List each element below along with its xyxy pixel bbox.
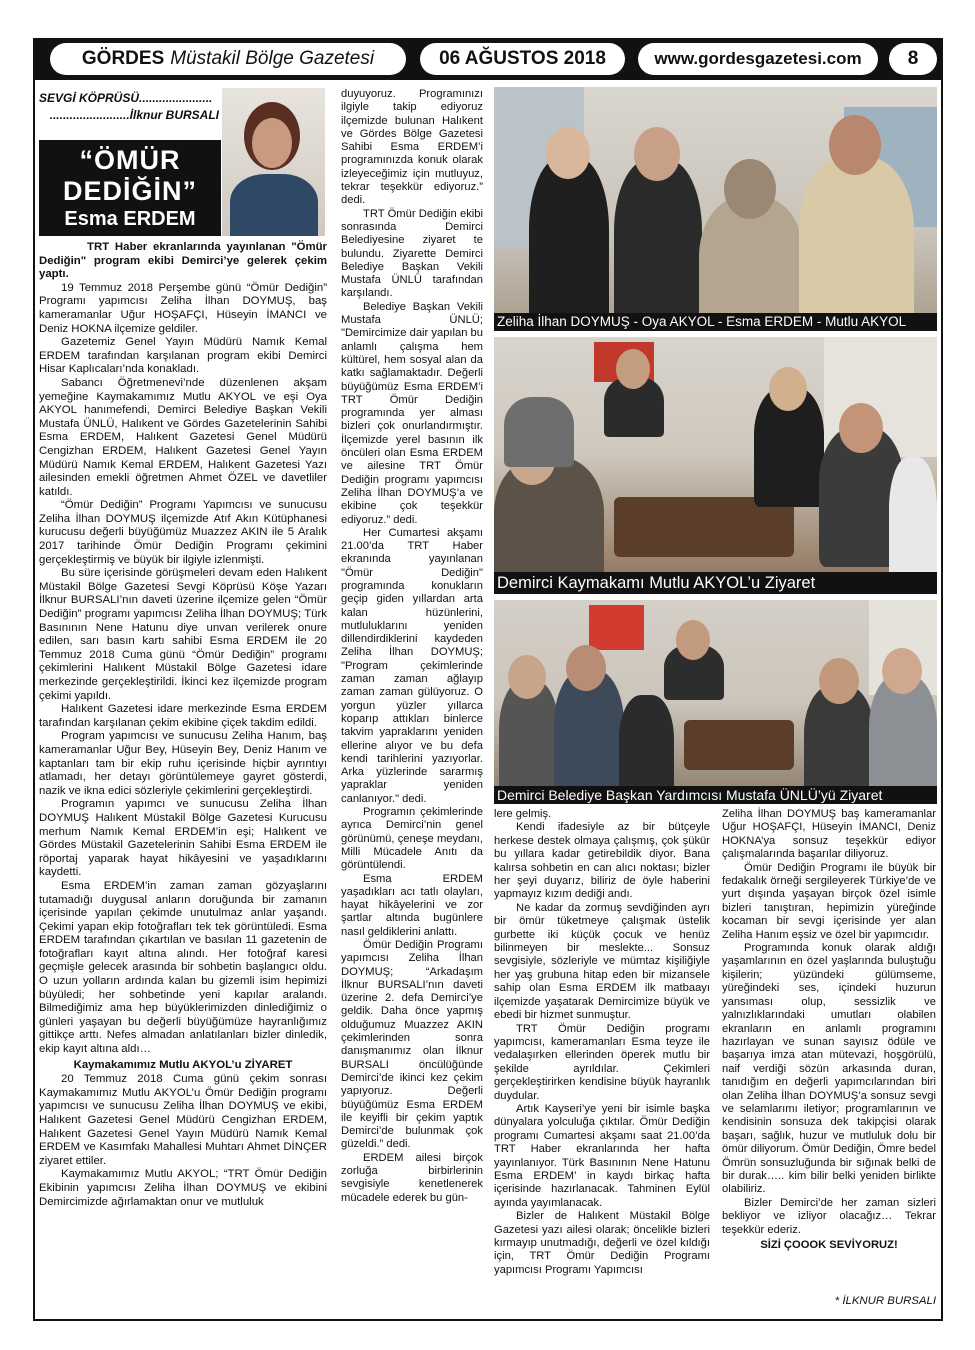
paragraph: Kendi ifadesiyle az bir bütçeyle herkese destek olmaya çalışmış, çok şükür bu yıllara kadar getirebildik diyor. Bana kalırsa sohbetin en can alıcı noktası; bizler her şeyi duyarız, biliriz de öyle haberini yapmayız kızım dediği andı. — [494, 821, 710, 901]
paragraph: Esma ERDEM’in zaman zaman gözyaşlarını tutamadığı duygusal anların doruğunda bir zamanın içerisinde yapılan çekimde unutulmaz anlar yaşandı. Çekimi yapan ekip fotoğrafları tek tek görüntüledi. Esma ERDEM tarafından çıkartılan ve basılan 11 gazetenin de fotoğrafları kayıt altına alındı. Her fotoğraf karesi geçmişle gelecek arasında bir sohbetin başlangıcı oldu. O uzun yolların ardında kalan bu gizemli isim hepimizi büyüledi; her sohbetinde yeni kapılar aralandı. Bilmediğimiz ama hep büyüklerimizden dinlediğimiz o günleri yaşayan bu değerli büyüğümüze hayranlığımız gittikçe arttı. Nefes almadan anlatılanları bizler dinledik, ekip kayıt altına aldı… — [39, 879, 327, 1056]
paragraph: ERDEM ailesi birçok zorluğa birbirlerinin sevgisiyle kenetlenerek mücadele ederek bu gün- — [341, 1151, 483, 1204]
website-link[interactable] — [638, 43, 878, 75]
author-portrait — [222, 88, 325, 236]
paper-name: GÖRDES — [81, 48, 165, 69]
paragraph: Artık Kayseri’ye yeni bir isimle başka dünyalara yolculuğa çıktılar. Ömür Dediğin programı Cumartesi akşamı saat 21.00’da TRT Haber ekranlarında her hafta yayınlanıyor. Türk Basınının Nene Hatunu Esma ERDEM’ in kaydı birkaç hafta içerisinde hazırlanacak. Tahminen Eylül ayında yayımlanacak. — [494, 1102, 710, 1209]
closing-line: SİZİ ÇOOOK SEVİYORUZ! — [760, 1239, 898, 1251]
article-column-2 — [341, 88, 483, 1205]
photo-caption: Demirci Kaymakamı Mutlu AKYOL’u Ziyaret — [494, 572, 937, 594]
photo-caption: Demirci Belediye Başkan Yardımcısı Mustafa ÜNLÜ’yü Ziyaret — [494, 786, 937, 804]
article-column-1 — [39, 241, 327, 1209]
paragraph: Belediye Başkan Vekili Mustafa ÜNLÜ; "Demircimize dair yapılan bu anlamlı çalışma hem kültürel, hem sosyal alan da katkı sağlamaktadır. Değerli büyüğümüz Esma ERDEM’i TRT Ömür Dediğin programında yer alması bizleri çok onurlandırmıştır. İlçemizde yerel basının ilk öncüleri olan Esma ERDEM ve ailesine TRT Ömür Dediğin programı yapımcısı Zeliha İlhan DOYMUŞ’a ve ekibine çok teşekkür ediyoruz.” dedi. — [341, 300, 484, 526]
paragraph: Ömür Dediğin Programı ile büyük bir fedakalık örneği sergileyerek Türkiye’de ve yurt dışında yaşayan birçok özel isimle bizleri tanıştıran, hepimizin yüreğinde kocaman bir sevgi içerisinde yer alan Zeliha Hanım eşsiz ve özel bir yapımcıdır. — [722, 861, 936, 941]
group-photo-2 — [494, 337, 937, 594]
paragraph: 20 Temmuz 2018 Cuma günü çekim sonrası Kaymakamımız Mutlu AKYOL’u Ömür Dediğin programı yapımcısı ve sunucusu Zeliha İlhan DOYMUŞ ve ekibi, Halıkent Gazetesi Genel Müdürü Cengizhan ERDEM, Halıkent Gazetesi Genel Yayın Müdürü Namık Kemal ERDEM ve Kasımfakı Mahallesi Muhtarı Ahmet DİNÇER ziyaret ettiler. — [39, 1073, 327, 1167]
group-photo-3 — [494, 600, 937, 804]
photo-caption: Zeliha İlhan DOYMUŞ - Oya AKYOL - Esma ERDEM - Mutlu AKYOL — [494, 313, 937, 331]
paragraph: Ne kadar da zormuş sevdiğinden ayrı bir ömür tüketmeye çalışmak üstelik gurbette iki küçük çocuk ve henüz bilinmeyen bir meslekte... Sonsuz sevgisiyle, sözleriyle ve mümtaz kişiliğiyle her yaş grubuna hitap eden bir mizansele sahip olan Esma ERDEM ilk matbaayı ilçemizde yaşatarak Demircimize büyük ve ebedi bir hizmet sunmuştur. — [494, 901, 710, 1022]
section-subhead: Kaymakamımız Mutlu AKYOL’u ZİYARET — [73, 1058, 293, 1071]
column-header — [39, 90, 219, 124]
paragraph: TRT Ömür Dediğin ekibi sonrasında Demirci Belediyesine ziyaret te bulundu. Ziyarette Demirci Belediye Başkan Vekili Mustafa ÜNLÜ tarafından karşılandı. — [341, 207, 483, 300]
paragraph: Her Cumartesi akşamı 21.00’da TRT Haber ekranında yayınlanan "Ömür Dediğin" programında konukların geçip giden yıllardan arta kalan hüzünlerini, mutluluklarını yeniden dillendirdiklerini kaydeden Zeliha İlhan DOYMUŞ; "Program çekimlerinde zaman zaman ağlayıp zaman zaman gülüyoruz. O yorgun yüzler yıllarca koparıp attıkları binlerce takvim yapraklarını yeniden ellerine alıyor ve bu defa kendi tarihlerini yazıyorlar. Arka yüzlerinde sararmış yapraklar yeniden canlanıyor." dedi. — [341, 526, 483, 805]
page-number-text: 8 — [907, 48, 919, 69]
paragraph: “Ömür Dediğin” Programı Yapımcısı ve sunucusu Zeliha İlhan DOYMUŞ ilçemizde Atıf Akın Kütüphanesi kurucusu değerli büyüğümüz Muazzez AKIN ile 5 Aralık 2017 tarihinde Ömür Dediğin Programı çekimini gerçekleştirmiş ve büyük bir ilgiyle izlenmişti. — [39, 499, 327, 566]
paper-subtitle: Müstakil Bölge Gazetesi — [170, 48, 375, 69]
website-text: www.gordesgazetesi.com — [654, 49, 862, 68]
paragraph: Gazetemiz Genel Yayın Müdürü Namık Kemal ERDEM tarafından karşılanan program ekibi Demirci Hisar Kaplıcaları’nda konakladı. — [39, 336, 327, 376]
paragraph: lere gelmiş. — [494, 808, 552, 820]
paragraph: Kaymakamımız Mutlu AKYOL; “TRT Ömür Dediğin Ekibinin yapımcısı Zeliha İlhan DOYMUŞ ve ekibini Demircimizde ağırlamaktan onur ve mutluluk — [39, 1168, 327, 1208]
paragraph: Program yapımcısı ve sunucusu Zeliha Hanım, baş kameramanlar Uğur Bey, Hüseyin Bey, Deniz Hanım ve kaptanları tam bir ekip ruhu içerisinde hiçbir ayrıntıyı atlamadı, her detayı görüntülemeye gayret gösterdi, nazik ve ikna edici sözleriyle çekimlerini gerçekleştirdi. — [39, 730, 327, 797]
headline — [39, 140, 221, 236]
column-name: SEVGİ KÖPRÜSÜ...................... — [39, 91, 213, 105]
group-photo-1 — [494, 87, 937, 331]
paragraph: Programın yapımcı ve sunucusu Zeliha İlhan DOYMUŞ Halıkent Müstakil Bölge Gazetesi Kurucusu merhum Namık Kemal ERDEM’in eşi; Halıkent ve Gördes Müstakil Gazetelerinin Sahibi Esma ERDEM ile röportaj yaparak hayat hikâyesini ve yaşadıklarını kaydetti. — [39, 798, 327, 879]
headline-line2: DEDİĞİN” — [62, 176, 197, 206]
column-author: ........................İlknur BURSALI — [49, 108, 219, 122]
paragraph: 19 Temmuz 2018 Perşembe günü “Ömür Dediğin” Programı yapımcısı Zeliha İlhan DOYMUŞ, baş kameramanlar Uğur HOŞAFÇI, Hüseyin İMANCI ve Deniz HOKNA ilçemize geldiler. — [39, 281, 327, 335]
headline-line1: “ÖMÜR — [79, 145, 181, 175]
paragraph: Bizler Demirci’de her zaman sizleri bekliyor ve izliyor olacağız… Tekrar teşekkür ederiz. — [722, 1196, 936, 1236]
headline-subject: Esma ERDEM — [64, 208, 196, 230]
paragraph: Halıkent Gazetesi idare merkezinde Esma ERDEM tarafından karşılanan çekim ekibine çiçek takdim edildi. — [39, 703, 327, 729]
issue-date-text: 06 AĞUSTOS 2018 — [439, 48, 606, 69]
article-column-4 — [722, 808, 936, 1252]
paragraph: Programında konuk olarak aldığı yaşamlarının en özel yaşlarında buluştuğu kişilerin; yüzündeki gülümseme, yüreğindeki ses, içindeki huzurun yansıması olup, sessizlik ve yalnızlıklarındaki umutları olabilen ekranların en anlamlı programını hazırlayan ve sunan sayısız ödüle ve başarıya imza atan mütevazi, hoşgörülü, naif verdiği sözün arkasında duran, tanıdığım en değerli yapımcılarından biri olan Zeliha İlhan DOYMUŞ’a sonsuz sevgi ve selamlarımı iletiyor; programlarının ve kendisinin sonsuza dek takipçisi olarak başarı, sağlık, huzur ve mutluluk dolu bir ömür diliyorum. Ömür Dediğin, Ömre bedel Ömrün sonsuzluğunda bir sığınak belki de bir durak….. kim bilir belki yeniden birlikte olabiliriz. — [722, 942, 936, 1196]
paragraph: TRT Ömür Dediğin programı yapımcısı, kameramanları Esma teyze ile vedalaşırken ellerinden öperek mutlu bir şekilde ayrıldılar. Çekimleri gerçekleştirirken kendisine büyük hayranlık duydular. — [494, 1022, 710, 1102]
page-number — [889, 43, 937, 75]
paragraph: Esma ERDEM yaşadıkları acı tatlı olayları, hayat hikâyelerini ve zor şartlar altında bugünlere nasıl geldiklerini anlattı. — [341, 872, 483, 938]
paragraph: duyuyoruz. Programınızı ilgiyle takip ediyoruz ilçemizde bulunan Halıkent ve Gördes Bölge Gazetesi Sahibi Esma ERDEM’i programınızda konuk olarak izleyeceğimiz için mutluyuz, tekrar teşekkür ediyoruz.” dedi. — [341, 88, 483, 207]
article-column-3 — [494, 808, 710, 1277]
issue-date — [420, 43, 625, 75]
paragraph: Ömür Dediğin Programı yapımcısı Zeliha İlhan DOYMUŞ; “Arkadaşım İlknur BURSALI’nın daveti üzerine 2. defa Demirci’ye geldik. Daha önce yapmış olduğumuz Muazzez AKIN çekimlerinden sonra danışmanımız olan İlknur BURSALI öncülüğünde Demirci’de ikinci kez çekim yapıyoruz. Değerli büyüğümüz Esma ERDEM ile keyifli bir çekim yaptık Demirci’de bulunmak çok güzeldi.” dedi. — [341, 939, 483, 1151]
paragraph: Bizler de Halıkent Müstakil Bölge Gazetesi yazı ailesi olarak; öncelikle bizleri kırmayıp unutmadığı, değerli ve özel kıldığı için, TRT Ömür Dediğin Programı yapımcısı Programı Yapımcısı — [494, 1210, 710, 1276]
article-lead: TRT Haber ekranlarında yayınlanan "Ömür Dediğin" program ekibi Demirci’ye gelerek çekim yaptı. — [39, 241, 327, 281]
paragraph: Zeliha İlhan DOYMUŞ baş kameramanlar Uğur HOŞAFÇI, Hüseyin İMANCI, Deniz HOKNA’ya sonsuz teşekkür ediyor çalışmalarında başarılar diliyoruz. — [722, 808, 936, 861]
paragraph: Programın çekimlerinde ayrıca Demirci’nin genel görünümü, çeneşe meydanı, Milli Mücadele Anıtı da görüntülendi. — [341, 806, 483, 872]
article-signature: * İLKNUR BURSALI — [834, 1295, 936, 1307]
paragraph: Sabancı Öğretmenevi’nde düzenlenen akşam yemeğine Kaymakamımız Mutlu AKYOL ve eşi Oya AKYOL hanımefendi, Demirci Belediye Başkan Vekili Mustafa ÜNLÜ, Halıkent ve Gördes Gazetelerinin Sahibi Esma ERDEM, Halıkent Gazetesi Genel Müdürü Cengizhan ERDEM, Halıkent Gazetesi Genel Yayın Müdürü Namık Kemal ERDEM, Halıkent Gazetesi Yazı ailesinden emekli öğretmen Ahmet ÖZEL ve davetliler katıldı. — [39, 376, 327, 498]
paragraph: Bu süre içerisinde görüşmeleri devam eden Halıkent Müstakil Bölge Gazetesi Sevgi Köprüsü Köşe Yazarı İlknur BURSALI’nın daveti üzerine ilçemize gelen “Ömür Dediğin” programı yapımcısı Zeliha İlhan DOYMUŞ; Türk Basınının Nene Hatunu diye unvan verilerek onure edilen, sarı basın kartı sahibi Esma ERDEM ile 20 Temmuz 2018 Cuma günü “Ömür Dediğin” programı çekimlerini Halıkent Müstakil Bölge Gazetesi idare merkezinde gerçekleştirildi. İkinci kez ilçemizde program çekimi yapıldı. — [39, 567, 327, 702]
masthead-paper-name — [50, 43, 406, 75]
